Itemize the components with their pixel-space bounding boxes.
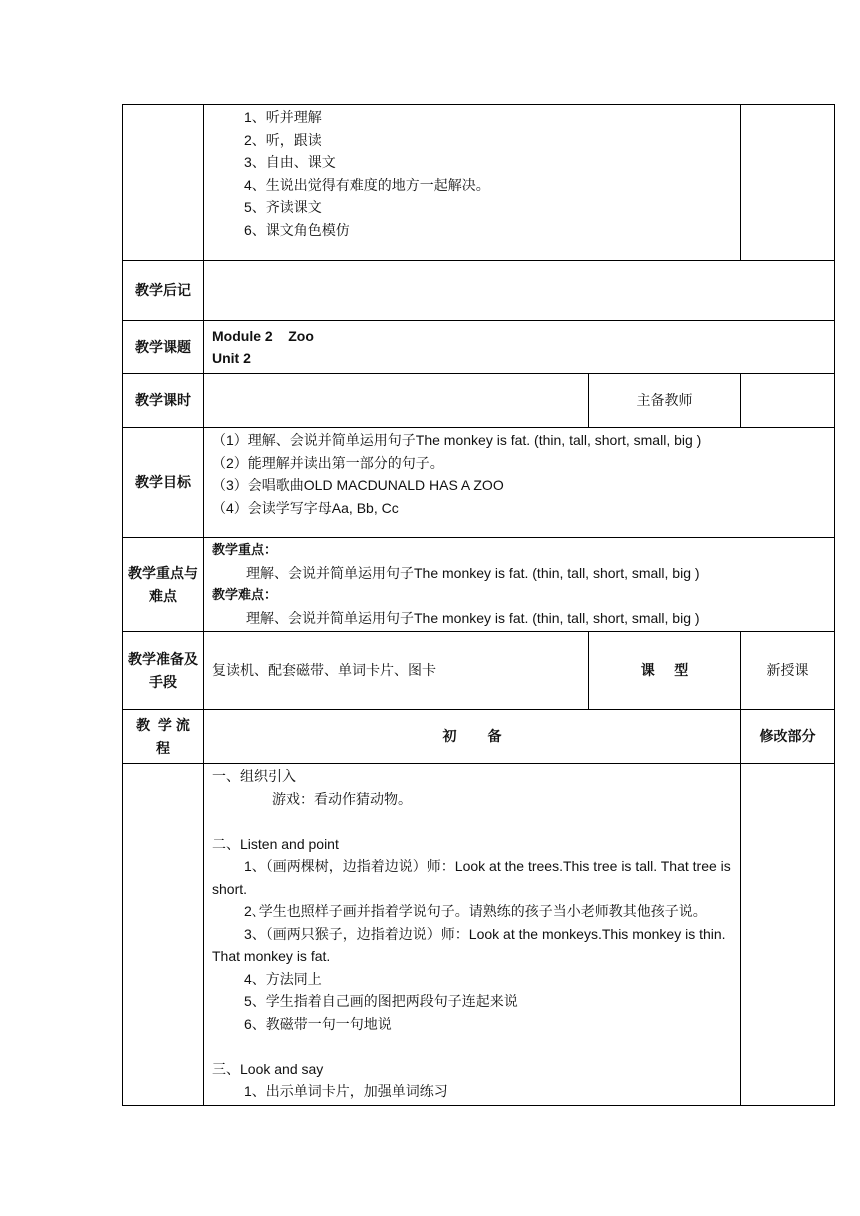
steps-content-cell: [204, 105, 741, 261]
objective-item: （4）会读学写字母Aa, Bb, Cc: [212, 499, 399, 516]
section-title: 一、组织引入: [212, 768, 296, 784]
steps-row: [123, 105, 835, 261]
steps-label-cell: [123, 105, 204, 261]
teacher-label: 主备教师: [589, 374, 741, 428]
key-point-text: 理解、会说并简单运用句子The monkey is fat. (thin, tall, short, small, big ): [246, 564, 700, 581]
preparation-content: 复读机、配套磁带、单词卡片、图卡: [204, 632, 589, 710]
step-item: 6、课文角色模仿: [244, 221, 350, 238]
flow-content: [204, 764, 741, 1106]
steps-revise-cell: [741, 105, 835, 261]
spacer: [212, 1035, 732, 1058]
flow-header-row: [123, 710, 835, 764]
objectives-row: [123, 428, 835, 538]
period-row: [123, 374, 835, 428]
section-item: 游戏：看动作猜动物。: [272, 790, 412, 807]
key-points-row: [123, 538, 835, 632]
flow-label: 教 学 流 程: [123, 710, 204, 764]
section-item: 6、教磁带一句一句地说: [244, 1015, 392, 1032]
lesson-type-value: 新授课: [741, 632, 835, 710]
step-item: 5、齐读课文: [244, 199, 322, 215]
objective-item: （3）会唱歌曲OLD MACDUNALD HAS A ZOO: [212, 477, 504, 493]
section-item: 1、（画两棵树，边指着边说）师：Look at the trees.This tree is tall. That tree is short.: [212, 858, 731, 897]
preparation-label: 教学准备及手段: [123, 632, 204, 710]
key-points-content: [204, 538, 835, 632]
section-item: 1、出示单词卡片，加强单词练习: [244, 1083, 448, 1099]
difficulty-text: 理解、会说并简单运用句子The monkey is fat. (thin, tall, short, small, big ): [246, 609, 700, 626]
step-item: 1、听并理解: [244, 109, 322, 125]
teacher-value: [741, 374, 835, 428]
section-item: 2､学生也照样子画并指着学说句子。请熟练的孩子当小老师教其他孩子说。: [244, 903, 707, 919]
section-title: 三、Look and say: [212, 1060, 324, 1077]
afterword-label: 教学后记: [123, 261, 204, 321]
flow-label-cell: [123, 764, 204, 1106]
objective-item: （2）能理解并读出第一部分的句子。: [212, 454, 444, 471]
lesson-plan-table: [122, 104, 835, 1106]
key-point-title: 教学重点：: [212, 542, 278, 557]
preparation-row: [123, 632, 835, 710]
period-label: 教学课时: [123, 374, 204, 428]
topic-row: [123, 321, 835, 374]
afterword-row: [123, 261, 835, 321]
section-title: 二、Listen and point: [212, 835, 339, 852]
revise-label: 修改部分: [741, 710, 835, 764]
spacer: [212, 810, 732, 833]
section-item: 3、（画两只猴子，边指着边说）师：Look at the monkeys.This monkey is thin. That monkey is fat.: [212, 925, 726, 964]
topic-unit: Unit 2: [212, 350, 251, 366]
section-item: 4、方法同上: [244, 970, 322, 987]
section-item: 5、学生指着自己画的图把两段句子连起来说: [244, 993, 518, 1009]
lesson-type-label: 课 型: [589, 632, 741, 710]
step-item: 4、生说出觉得有难度的地方一起解决。: [244, 176, 490, 193]
difficulty-title: 教学难点：: [212, 587, 278, 602]
objectives-content: [204, 428, 835, 538]
period-value: [204, 374, 589, 428]
topic-content: [204, 321, 835, 374]
topic-label: 教学课题: [123, 321, 204, 374]
step-item: 2、听，跟读: [244, 131, 322, 148]
flow-row: [123, 764, 835, 1106]
flow-revise-cell: [741, 764, 835, 1106]
key-points-label: 教学重点与难点: [123, 538, 204, 632]
initial-prep-label: 初 备: [204, 710, 741, 764]
objectives-label: 教学目标: [123, 428, 204, 538]
step-item: 3、自由、课文: [244, 154, 336, 170]
afterword-content: [204, 261, 835, 321]
objective-item: （1）理解、会说并简单运用句子The monkey is fat. (thin, tall, short, small, big ): [212, 432, 702, 448]
topic-module: Module 2 Zoo: [212, 327, 314, 344]
